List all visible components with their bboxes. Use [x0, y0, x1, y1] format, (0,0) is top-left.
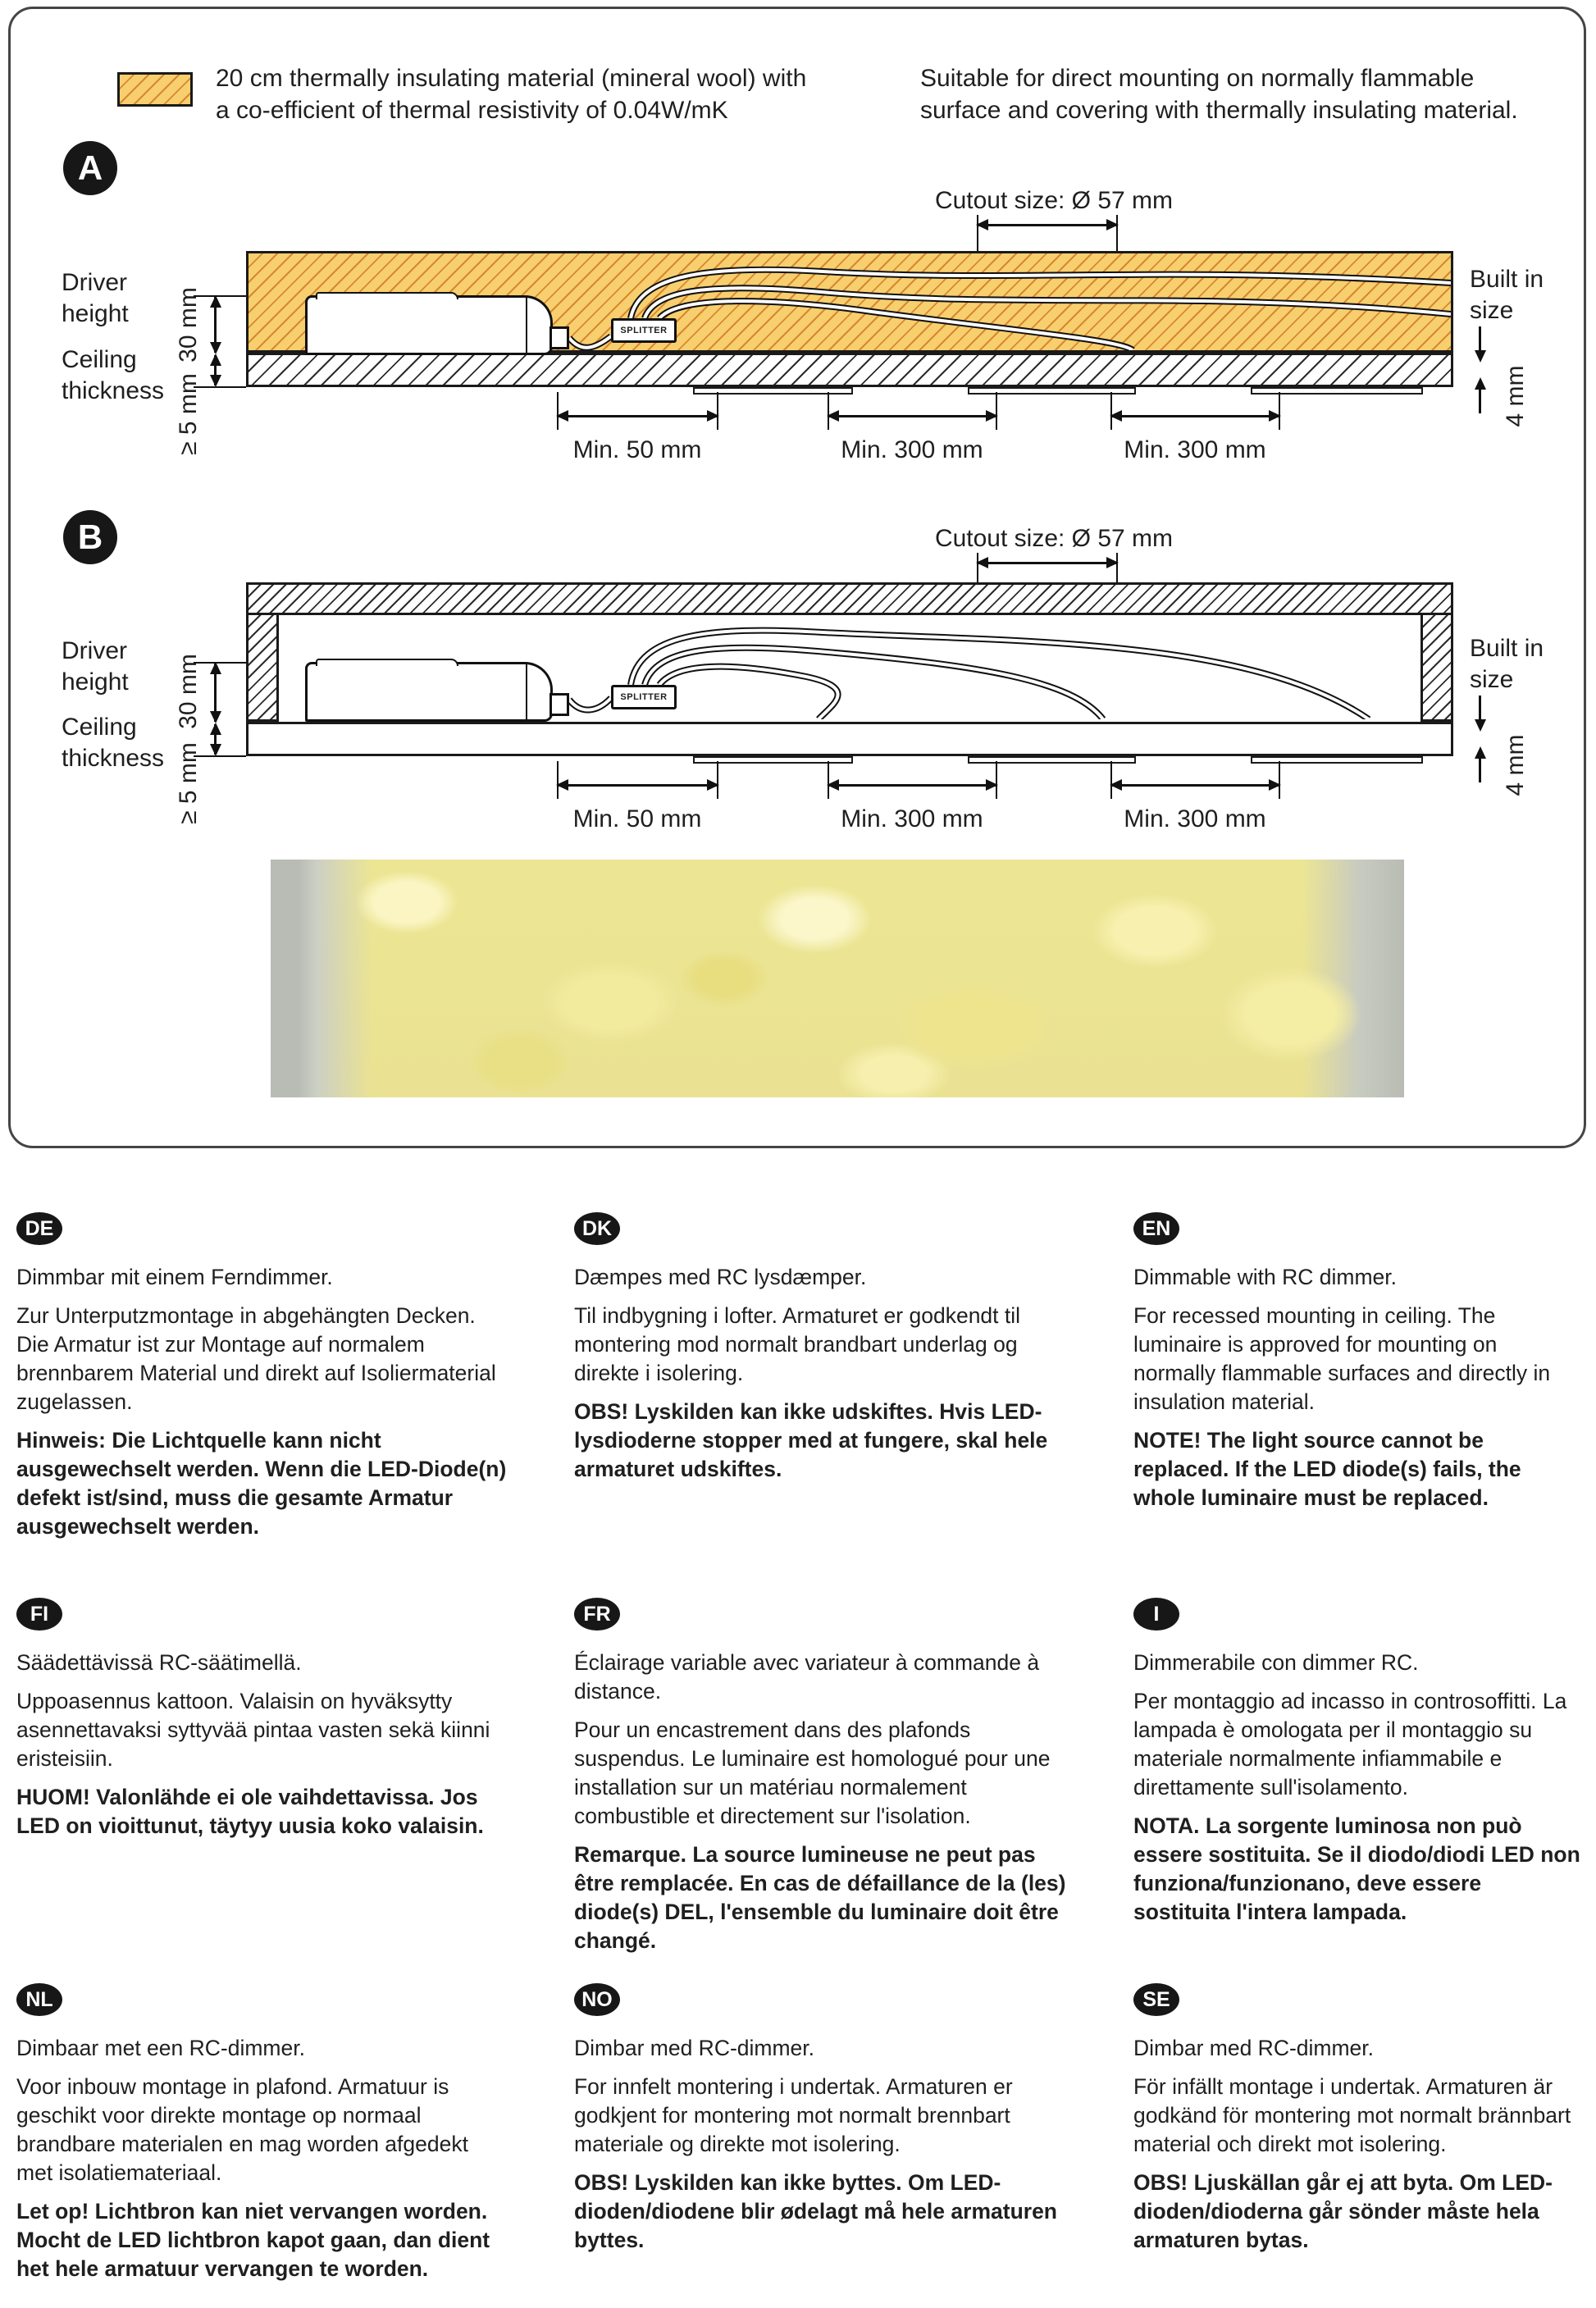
cutout-size-label-b: Cutout size: Ø 57 mm: [934, 525, 1174, 552]
lang-code: DE: [25, 1216, 54, 1240]
downlight-trim: [1251, 387, 1423, 395]
ceiling-thickness-arrow-b: [214, 724, 217, 755]
lang-code: FI: [30, 1602, 49, 1626]
lang-section-fr: [574, 1598, 1066, 1955]
lang-p2: For innfelt montering i undertak. Armaturen er godkjent for montering mot normalt brennbart materiale og direkte mot isolering.: [574, 2074, 1013, 2156]
min-300-label-a2: Min. 300 mm: [1124, 436, 1266, 463]
insulation-swatch: [117, 72, 193, 107]
lang-p2: Uppoasennus kattoon. Valaisin on hyväksytty asennettavaksi syttyvää pintaa vasten sekä kiinni eristeisiin.: [16, 1689, 490, 1771]
splitter-box-b: [611, 685, 677, 709]
lang-badge-en: [1133, 1212, 1179, 1245]
min-50-label-b: Min. 50 mm: [572, 805, 702, 832]
driver-height-arrow-a: [214, 297, 217, 353]
lang-section-en: [1133, 1212, 1583, 1512]
built-in-size-value-b: 4 mm: [1502, 734, 1529, 796]
enclosure-left-wall-b: [246, 615, 279, 722]
driver-height-value-b: 30 mm: [175, 654, 202, 729]
lang-p3: Let op! Lichtbron kan niet vervangen worden. Mocht de LED lichtbron kapot gaan, dan dient het hele armatuur vervangen te worden.: [16, 2199, 490, 2281]
min-300-arrow-a2: [1111, 415, 1279, 417]
lang-code: NL: [25, 1987, 53, 2011]
lang-p1: Dimmbar mit einem Ferndimmer.: [16, 1265, 333, 1289]
ceiling-a: [246, 353, 1453, 387]
driver-height-label-b: Driver height: [62, 637, 129, 696]
legend-material-text: [216, 62, 937, 126]
min-300-arrow-b2: [1111, 784, 1279, 787]
lang-p1: Säädettävissä RC-säätimellä.: [16, 1650, 302, 1675]
lang-p3: HUOM! Valonlähde ei ole vaihdettavissa. Jos LED on vioittunut, täytyy uusia koko valaisin.: [16, 1785, 484, 1838]
lang-p3: Hinweis: Die Lichtquelle kann nicht ausgewechselt werden. Wenn die LED-Diode(n) defekt ist/sind, muss die gesamte Armatur ausgewechselt werden.: [16, 1428, 507, 1539]
lang-p1: Dæmpes med RC lysdæmper.: [574, 1265, 867, 1289]
splitter-label-a: SPLITTER: [620, 326, 668, 335]
legend-suitability-line1: Suitable for direct mounting on normally flammable: [920, 65, 1475, 92]
lang-p1: Dimbar med RC-dimmer.: [1133, 2036, 1375, 2060]
led-driver-a: [305, 295, 553, 355]
lang-p1: Éclairage variable avec variateur à commande à distance.: [574, 1650, 1040, 1704]
lang-code: DK: [581, 1216, 613, 1240]
enclosure-top-b: [246, 582, 1453, 615]
ceiling-b: [246, 722, 1453, 756]
lang-section-de: [16, 1212, 508, 1541]
ceiling-thickness-arrow-a: [214, 355, 217, 385]
lang-badge-fi: [16, 1598, 62, 1631]
lang-badge-fr: [574, 1598, 620, 1631]
lang-p3: Remarque. La source lumineuse ne peut pas être remplacée. En cas de défaillance de la (les) diode(s) DEL, l'ensemble du luminaire doit être changé.: [574, 1842, 1066, 1953]
built-in-size-value-a: 4 mm: [1502, 365, 1529, 427]
mineral-wool-photo: [271, 860, 1404, 1097]
built-in-size-label-b: Built in size: [1470, 635, 1544, 693]
lang-p1: Dimmable with RC dimmer.: [1133, 1265, 1398, 1289]
lang-section-nl: [16, 1983, 508, 2283]
lang-section-dk: [574, 1212, 1066, 1484]
lang-p1: Dimbar med RC-dimmer.: [574, 2036, 815, 2060]
section-a-badge: [63, 141, 117, 195]
built-in-size-label-a: Built in size: [1470, 266, 1544, 324]
lang-badge-dk: [574, 1212, 620, 1245]
lang-badge-it: [1133, 1598, 1179, 1631]
lang-p2: Voor inbouw montage in plafond. Armatuur is geschikt voor direkte montage op normaal brandbare materialen en mag worden afgedekt met isolatiemateriaal.: [16, 2074, 468, 2185]
lang-badge-se: [1133, 1983, 1179, 2016]
lang-badge-no: [574, 1983, 620, 2016]
cutout-dimension-arrow-a: [978, 224, 1117, 226]
splitter-box-a: [611, 318, 677, 343]
min-300-arrow-b1: [828, 784, 996, 787]
min-300-label-a1: Min. 300 mm: [841, 436, 983, 463]
built-in-arrow-up-a: [1479, 389, 1481, 413]
lang-p2: Pour un encastrement dans des plafonds suspendus. Le luminaire est homologué pour une installation sur un matériau normalement combustible et directement sur l'isolation.: [574, 1717, 1051, 1828]
driver-connector-b: [549, 693, 569, 716]
cutout-size-label-a: Cutout size: Ø 57 mm: [934, 187, 1174, 214]
lang-p3: OBS! Lyskilden kan ikke byttes. Om LED-dioden/diodene blir ødelagt må hele armaturen byttes.: [574, 2170, 1057, 2252]
min-300-label-b2: Min. 300 mm: [1124, 805, 1266, 832]
driver-height-arrow-b: [214, 664, 217, 722]
ceiling-thickness-value-b: ≥ 5 mm: [175, 742, 202, 824]
lang-section-se: [1133, 1983, 1583, 2255]
lang-section-fi: [16, 1598, 508, 1840]
cutout-dimension-arrow-b: [978, 562, 1117, 564]
lang-code: FR: [583, 1602, 611, 1626]
ceiling-thickness-label-b: Ceiling thickness: [62, 714, 165, 772]
section-a-letter: A: [77, 148, 103, 187]
lang-code: SE: [1142, 1987, 1170, 2011]
led-driver-b: [305, 662, 553, 722]
lang-p2: For recessed mounting in ceiling. The luminaire is approved for mounting on normally flammable surfaces and directly in insulation material.: [1133, 1303, 1551, 1414]
legend-material-line1: 20 cm thermally insulating material (mineral wool) with: [216, 65, 807, 92]
min-50-arrow-b: [558, 784, 718, 787]
section-b-badge: [63, 510, 117, 564]
min-300-label-b1: Min. 300 mm: [841, 805, 983, 832]
lang-p2: För infällt montage i undertak. Armaturen är godkänd för montering mot normalt brännbart material och direkt mot isolering.: [1133, 2074, 1571, 2156]
lang-p3: NOTA. La sorgente luminosa non può essere sostituita. Se il diodo/diodi LED non funziona/funzionano, deve essere sostituita l'intera lampada.: [1133, 1813, 1580, 1924]
driver-connector-a: [549, 326, 569, 349]
lang-p2: Per montaggio ad incasso in controsoffitti. La lampada è omologata per il montaggio su materiale normalmente infiammabile e direttamente sull'isolamento.: [1133, 1689, 1567, 1799]
lang-section-it: [1133, 1598, 1583, 1927]
enclosure-right-wall-b: [1420, 615, 1453, 722]
downlight-trim: [1251, 756, 1423, 764]
lang-p2: Til indbygning i lofter. Armaturet er godkendt til montering mod normalt brandbart underlag og direkte i isolering.: [574, 1303, 1021, 1385]
section-b-letter: B: [77, 518, 103, 556]
lang-p1: Dimmerabile con dimmer RC.: [1133, 1650, 1419, 1675]
built-in-arrow-up-b: [1479, 758, 1481, 782]
legend-suitability-line2: surface and covering with thermally insulating material.: [920, 97, 1518, 124]
lang-badge-nl: [16, 1983, 62, 2016]
lang-p3: OBS! Lyskilden kan ikke udskiftes. Hvis LED-lysdioderne stopper med at fungere, skal hele armaturet udskiftes.: [574, 1399, 1048, 1481]
lang-p3: OBS! Ljuskällan går ej att byta. Om LED-dioden/dioderna går sönder måste hela armaturen bytas.: [1133, 2170, 1553, 2252]
lang-section-no: [574, 1983, 1066, 2255]
legend-suitability-text: [920, 62, 1576, 126]
min-50-label-a: Min. 50 mm: [572, 436, 702, 463]
lang-badge-de: [16, 1212, 62, 1245]
lang-p2: Zur Unterputzmontage in abgehängten Decken. Die Armatur ist zur Montage auf normalem brennbarem Material und direkt auf Isoliermaterial zugelassen.: [16, 1303, 496, 1414]
lang-code: I: [1153, 1602, 1160, 1626]
driver-height-value-a: 30 mm: [175, 287, 202, 363]
splitter-label-b: SPLITTER: [620, 692, 668, 702]
lang-p3: NOTE! The light source cannot be replaced. If the LED diode(s) fails, the whole luminaire must be replaced.: [1133, 1428, 1521, 1510]
built-in-arrow-down-b: [1479, 696, 1481, 720]
driver-height-label-a: Driver height: [62, 269, 129, 327]
lang-code: EN: [1142, 1216, 1171, 1240]
lang-code: NO: [581, 1987, 613, 2011]
min-50-arrow-a: [558, 415, 718, 417]
built-in-arrow-down-a: [1479, 326, 1481, 351]
lang-p1: Dimbaar met een RC-dimmer.: [16, 2036, 305, 2060]
ceiling-thickness-label-a: Ceiling thickness: [62, 346, 165, 404]
legend-material-line2: a co-efficient of thermal resistivity of 0.04W/mK: [216, 97, 728, 124]
min-300-arrow-a1: [828, 415, 996, 417]
ceiling-thickness-value-a: ≥ 5 mm: [175, 373, 202, 455]
